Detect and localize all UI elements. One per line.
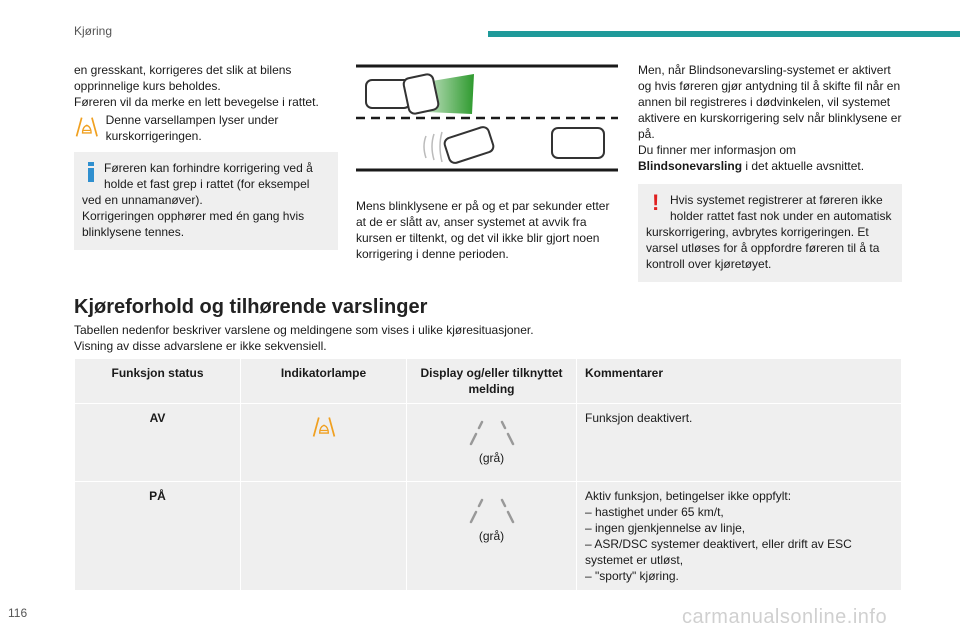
info-text: Korrigeringen opphører med én gang hvis blinklysene tennes.: [82, 209, 305, 239]
header-accent-bar: [488, 31, 960, 37]
intro-line: Tabellen nedenfor beskriver varslene og meldingene som vises i ulike kjøresituasjoner.: [74, 323, 534, 337]
watermark: carmanualsonline.info: [682, 606, 888, 628]
paragraph: Føreren vil da merke en lett bevegelse i rattet.: [74, 95, 319, 109]
status-cell: AV: [75, 404, 241, 482]
warning-box: [638, 184, 902, 282]
comment-line: – "sporty" kjøring.: [585, 569, 679, 583]
lane-change-illustration: [356, 62, 618, 174]
comment-line: – ingen gjenkjennelse av linje,: [585, 521, 746, 535]
warning-text: Hvis systemet registrerer at føreren ikke holder rattet fast nok under en automatisk kurskorrigering, avbrytes korrigeringen. Et varsel utløses for å oppfordre føreren til å ta kontroll over kjøretøyet.: [646, 193, 892, 271]
lamp-note: [74, 112, 338, 144]
warnings-table: [74, 358, 902, 591]
lamp-text: Denne varsellampen lyser under kurskorrigeringen.: [105, 113, 279, 143]
display-cell: [407, 404, 577, 482]
intro-line: Visning av disse advarslene er ikke sekvensiell.: [74, 339, 327, 353]
status-cell: PÅ: [75, 482, 241, 591]
text-fragment: i det aktuelle avsnittet.: [742, 159, 865, 173]
info-box: [74, 152, 338, 250]
column-right: [638, 62, 902, 282]
display-caption: (grå): [478, 451, 505, 465]
lane-lines-grey-icon: [462, 420, 522, 446]
indicator-cell: [241, 404, 407, 482]
warning-exclamation-icon: !: [652, 190, 660, 215]
column-left: [74, 62, 338, 250]
lane-keep-warning-lamp-icon: [74, 112, 100, 142]
comment-line: Aktiv funksjon, betingelser ikke oppfylt:: [585, 489, 792, 503]
page-number: 116: [8, 606, 28, 620]
column-header: Display og/eller tilknyttet melding: [407, 359, 577, 404]
illustration-caption: Mens blinklysene er på og et par sekunder etter at de er slått av, anser systemet at avvik fra kursen er tiltenkt, og det vil ikke blir gjort noen korrigering i denne perioden.: [356, 199, 610, 261]
paragraph: Men, når Blindsonevarsling-systemet er aktivert og hvis føreren gjør antydning til å skifte fil når en annen bil registreres i dødvinkelen, vil systemet aktivere en kurskorrigering selv når blinklysene er på.: [638, 63, 902, 141]
display-cell: [407, 482, 577, 591]
text-fragment: Du finner mer informasjon om: [638, 143, 797, 157]
bold-reference: Blindsonevarsling: [638, 159, 743, 173]
section-title: Kjøreforhold og tilhørende varslinger: [74, 296, 428, 318]
info-icon: [88, 162, 94, 180]
comment-cell: [577, 482, 902, 591]
display-caption: (grå): [478, 529, 505, 543]
column-header: Kommentarer: [577, 359, 902, 404]
column-header: Funksjon status: [75, 359, 241, 404]
column-middle: [356, 62, 618, 262]
table-header-row: [75, 359, 902, 404]
lane-keep-warning-lamp-icon: [311, 414, 337, 440]
indicator-cell: [241, 482, 407, 591]
table-row: [75, 482, 902, 591]
comment-cell: Funksjon deaktivert.: [577, 404, 902, 482]
lane-lines-grey-icon: [462, 498, 522, 524]
column-header: Indikatorlampe: [241, 359, 407, 404]
comment-line: – hastighet under 65 km/t,: [585, 505, 724, 519]
comment-line: – ASR/DSC systemer deaktivert, eller drift av ESC systemet er utløst,: [585, 537, 852, 567]
paragraph: en gresskant, korrigeres det slik at bilens opprinnelige kurs beholdes.: [74, 63, 292, 93]
info-text: Føreren kan forhindre korrigering ved å holde et fast grep i rattet (for eksempel ved en unnamanøver).: [82, 161, 313, 207]
section-header: Kjøring: [74, 24, 113, 38]
section-intro: [74, 322, 534, 354]
table-row: [75, 404, 902, 482]
paragraph: [638, 142, 902, 174]
